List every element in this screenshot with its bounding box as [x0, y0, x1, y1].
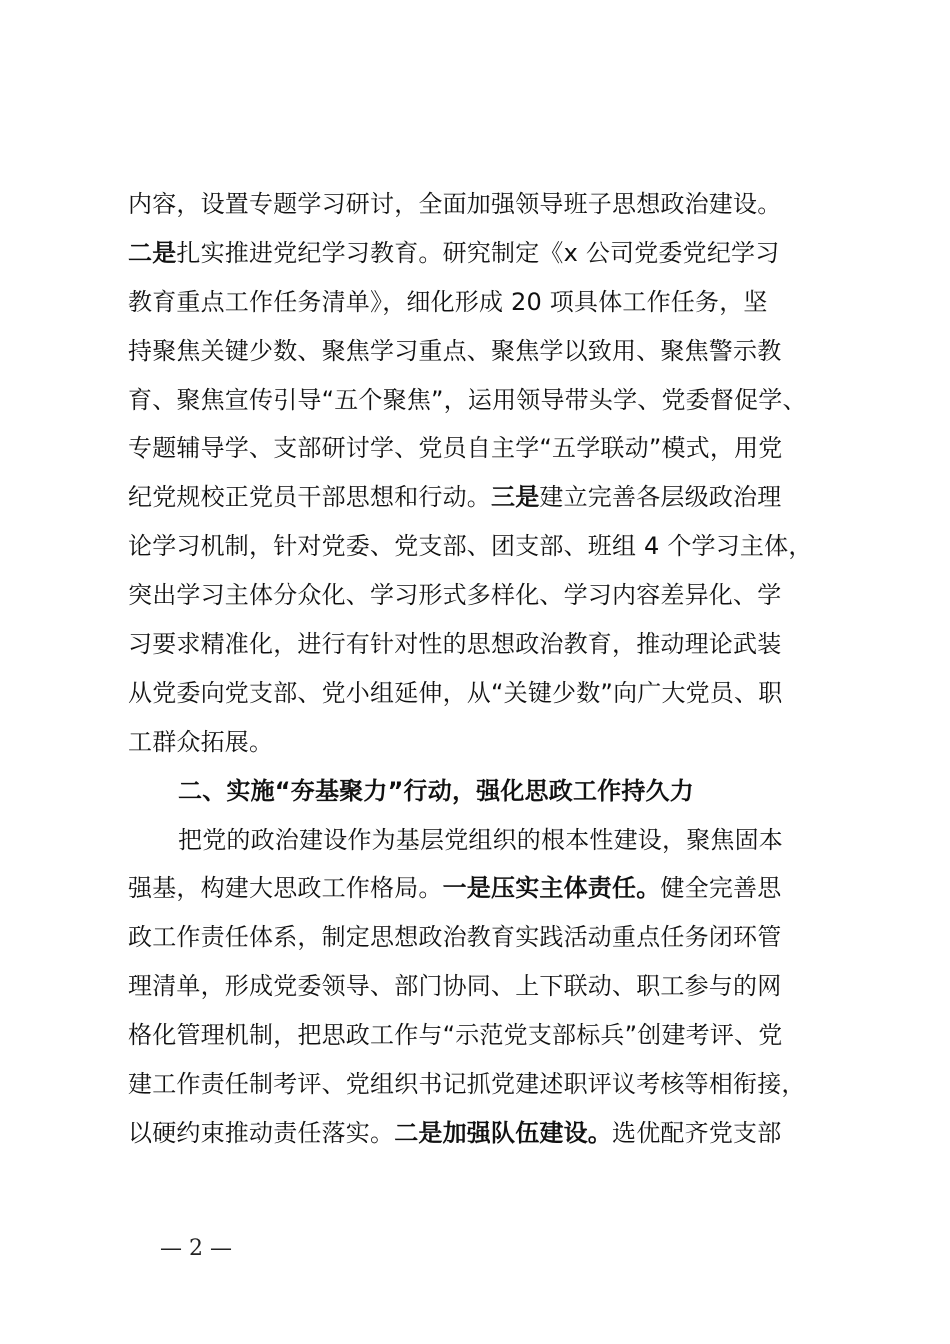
text-line: [128, 718, 858, 767]
body-text: [128, 180, 858, 1158]
bold-run: 二是加强队伍建设。: [394, 1118, 613, 1147]
text-run: 政工作责任体系，制定思想政治教育实践活动重点任务闭环管: [128, 923, 782, 952]
text-line: [128, 522, 858, 571]
text-run: 突出学习主体分众化、学习形式多样化、学习内容差异化、学: [128, 581, 782, 610]
text-run: 教育重点工作任务清单》，细化形成 20 项具体工作任务，坚: [128, 287, 768, 316]
text-line: [128, 278, 858, 327]
text-line: [128, 473, 858, 522]
text-run: 强基，构建大思政工作格局。: [128, 874, 443, 903]
text-line: [128, 1011, 858, 1060]
text-run: 工群众拓展。: [128, 727, 274, 756]
text-run: 格化管理机制，把思政工作与“示范党支部标兵”创建考评、党: [128, 1021, 783, 1050]
text-run: 习要求精准化，进行有针对性的思想政治教育，推动理论武装: [128, 630, 782, 659]
text-line: [128, 180, 858, 229]
bold-run: 三是: [491, 483, 540, 512]
text-run: 选优配齐党支部: [612, 1118, 782, 1147]
text-run: 持聚焦关键少数、聚焦学习重点、聚焦学以致用、聚焦警示教: [128, 336, 782, 365]
text-run: 以硬约束推动责任落实。: [128, 1118, 395, 1147]
text-run: 纪党规校正党员干部思想和行动。: [128, 483, 491, 512]
text-run: 从党委向党支部、党小组延伸，从“关键少数”向广大党员、职: [128, 678, 783, 707]
text-run: 建工作责任制考评、党组织书记抓党建述职评议考核等相衔接，: [128, 1070, 806, 1099]
page-number: — 2 —: [160, 1236, 232, 1261]
text-line: [128, 620, 858, 669]
text-line: [128, 376, 858, 425]
text-run: 内容，设置专题学习研讨，全面加强领导班子思想政治建设。: [128, 190, 782, 218]
text-run: 育、聚焦宣传引导“五个聚焦”，运用领导带头学、党委督促学、: [128, 385, 807, 414]
text-line: [128, 424, 858, 473]
text-line: [128, 864, 858, 913]
text-line: [128, 816, 858, 865]
text-run: 专题辅导学、支部研讨学、党员自主学“五学联动”模式，用党: [128, 434, 783, 463]
heading-text: 二、实施“夯基聚力”行动，强化思政工作持久力: [178, 776, 694, 805]
bold-run: 一是压实主体责任。: [442, 874, 661, 903]
text-line: [128, 669, 858, 718]
text-run: 扎实推进党纪学习教育。研究制定《x 公司党委党纪学习: [176, 238, 780, 267]
bold-run: 二是: [128, 238, 177, 267]
text-line: [128, 571, 858, 620]
text-run: 理清单，形成党委领导、部门协同、上下联动、职工参与的网: [128, 972, 782, 1001]
text-line: [128, 962, 858, 1011]
text-line: [128, 913, 858, 962]
text-run: 健全完善思: [660, 874, 782, 903]
text-line: [128, 327, 858, 376]
text-line: [128, 1109, 858, 1158]
text-run: 把党的政治建设作为基层党组织的根本性建设，聚焦固本: [178, 825, 783, 854]
text-line: [128, 1060, 858, 1109]
text-run: 论学习机制，针对党委、党支部、团支部、班组 4 个学习主体，: [128, 532, 813, 561]
section-heading: [128, 767, 858, 816]
text-run: 建立完善各层级政治理: [539, 483, 782, 512]
text-line: [128, 229, 858, 278]
